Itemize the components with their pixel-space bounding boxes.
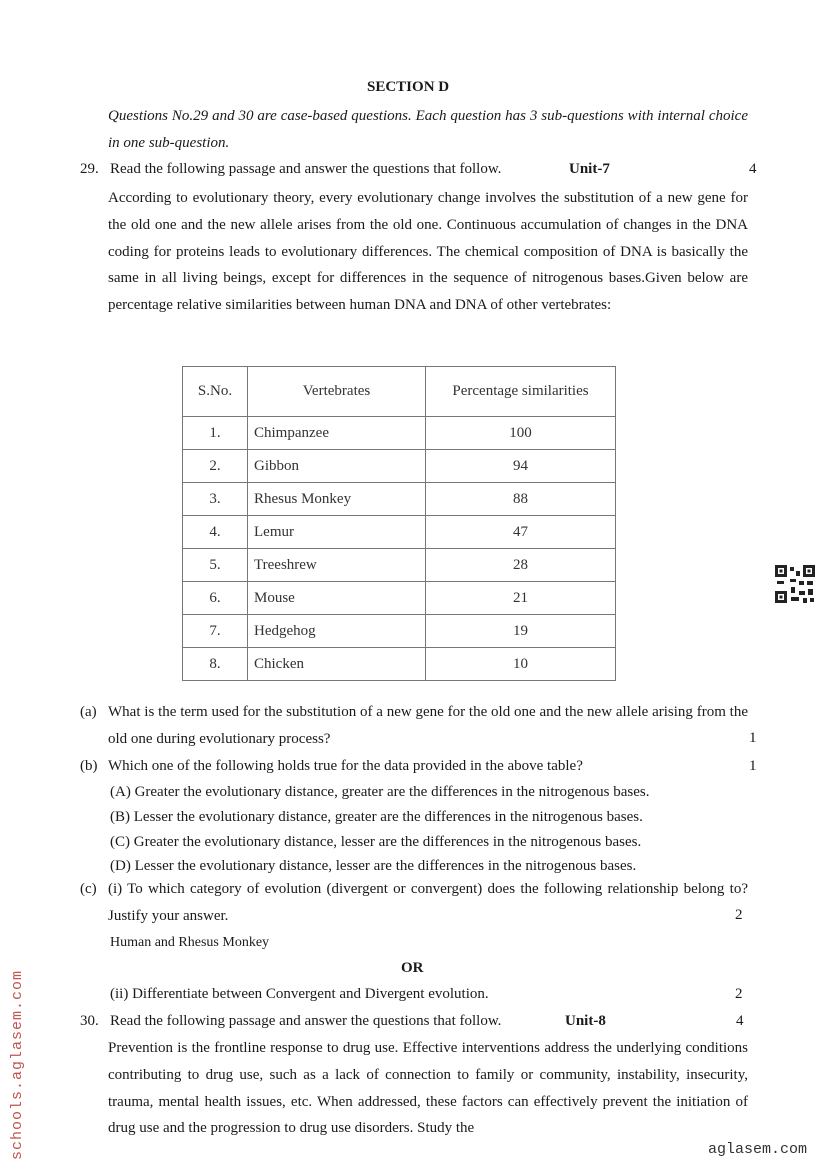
table-row xyxy=(183,549,616,582)
table-header-row xyxy=(183,367,616,417)
row-percentage: 21 xyxy=(426,582,616,615)
row-sno: 8. xyxy=(183,648,248,681)
question-29-passage: According to evolutionary theory, every evolutionary change involves the substitution of a new gene for the old one and the new allele arises from the old one. Continuous accumulation of changes in the DNA coding for proteins leads to evolutionary differences. The chemical composition of DNA is basically the same in all living beings, except for differences in the sequence of nitrogenous bases.Given below are percentage relative similarities between human DNA and DNA of other vertebrates: xyxy=(108,190,748,314)
row-vertebrate: Gibbon xyxy=(248,450,426,483)
row-percentage: 94 xyxy=(426,450,616,483)
q29c-text: (i) To which category of evolution (divergent or convergent) does the following relationship belong to? Justify your answer. xyxy=(108,881,748,924)
q29a-marks: 1 xyxy=(749,730,757,746)
table-row xyxy=(183,516,616,549)
question-30-marks: 4 xyxy=(736,1013,744,1029)
table-row xyxy=(183,615,616,648)
q29a-label: (a) xyxy=(80,704,97,720)
q29b-option-a: (A) Greater the evolutionary distance, greater are the differences in the nitrogenous bases. xyxy=(110,784,650,800)
row-percentage: 19 xyxy=(426,615,616,648)
table-row xyxy=(183,417,616,450)
header-sno: S.No. xyxy=(183,367,248,417)
header-vertebrates: Vertebrates xyxy=(248,367,426,417)
table-row xyxy=(183,582,616,615)
row-sno: 1. xyxy=(183,417,248,450)
similarity-table xyxy=(182,366,616,681)
row-vertebrate: Mouse xyxy=(248,582,426,615)
q29b-label: (b) xyxy=(80,758,98,774)
row-percentage: 100 xyxy=(426,417,616,450)
row-percentage: 47 xyxy=(426,516,616,549)
q29c-example: Human and Rhesus Monkey xyxy=(110,935,270,950)
question-29-marks: 4 xyxy=(749,161,757,177)
q29b-option-c: (C) Greater the evolutionary distance, lesser are the differences in the nitrogenous bases. xyxy=(110,834,642,850)
section-instructions: Questions No.29 and 30 are case-based questions. Each question has 3 sub-questions with internal choice in one sub-question. xyxy=(108,108,748,151)
header-percentage: Percentage similarities xyxy=(426,367,616,417)
row-sno: 4. xyxy=(183,516,248,549)
question-30-passage: Prevention is the frontline response to drug use. Effective interventions address the underlying conditions contributing to drug use, such as a lack of connection to family or community, instability, insecurity, trauma, mental health issues, etc. When addressed, these factors can effectively prevent the initiation of drug use and the progression to drug use disorders. Study the xyxy=(108,1040,748,1137)
q29c-alt-text: (ii) Differentiate between Convergent and Divergent evolution. xyxy=(110,986,489,1002)
row-vertebrate: Rhesus Monkey xyxy=(248,483,426,516)
row-sno: 5. xyxy=(183,549,248,582)
question-29-unit: Unit-7 xyxy=(569,161,610,177)
q29c-marks: 2 xyxy=(735,907,743,923)
q29b-option-d: (D) Lesser the evolutionary distance, lesser are the differences in the nitrogenous bases. xyxy=(110,858,637,874)
question-29-number: 29. xyxy=(80,161,99,177)
q29c-alt-marks: 2 xyxy=(735,986,743,1002)
row-percentage: 10 xyxy=(426,648,616,681)
row-vertebrate: Hedgehog xyxy=(248,615,426,648)
row-percentage: 88 xyxy=(426,483,616,516)
row-sno: 6. xyxy=(183,582,248,615)
row-vertebrate: Chicken xyxy=(248,648,426,681)
section-title: SECTION D xyxy=(367,79,450,95)
question-30-number: 30. xyxy=(80,1013,99,1029)
row-percentage: 28 xyxy=(426,549,616,582)
row-vertebrate: Lemur xyxy=(248,516,426,549)
footer-watermark: aglasem.com xyxy=(708,1141,808,1158)
row-sno: 7. xyxy=(183,615,248,648)
table-row xyxy=(183,648,616,681)
q29b-marks: 1 xyxy=(749,758,757,774)
question-30-unit: Unit-8 xyxy=(565,1013,606,1029)
q29c-label: (c) xyxy=(80,881,97,897)
q29a-text: What is the term used for the substitution of a new gene for the old one and the new allele arising from the old one during evolutionary process? xyxy=(108,704,748,747)
row-sno: 3. xyxy=(183,483,248,516)
table-row xyxy=(183,450,616,483)
table-row xyxy=(183,483,616,516)
row-vertebrate: Treeshrew xyxy=(248,549,426,582)
row-vertebrate: Chimpanzee xyxy=(248,417,426,450)
question-29-prompt: Read the following passage and answer the questions that follow. xyxy=(110,161,502,177)
row-sno: 2. xyxy=(183,450,248,483)
qr-code-icon xyxy=(775,565,815,603)
question-30-prompt: Read the following passage and answer the questions that follow. xyxy=(110,1013,502,1029)
side-watermark: schools.aglasem.com xyxy=(9,969,26,1160)
q29b-option-b: (B) Lesser the evolutionary distance, greater are the differences in the nitrogenous bases. xyxy=(110,809,643,825)
q29b-text: Which one of the following holds true for the data provided in the above table? xyxy=(108,758,583,774)
or-divider: OR xyxy=(401,960,424,976)
